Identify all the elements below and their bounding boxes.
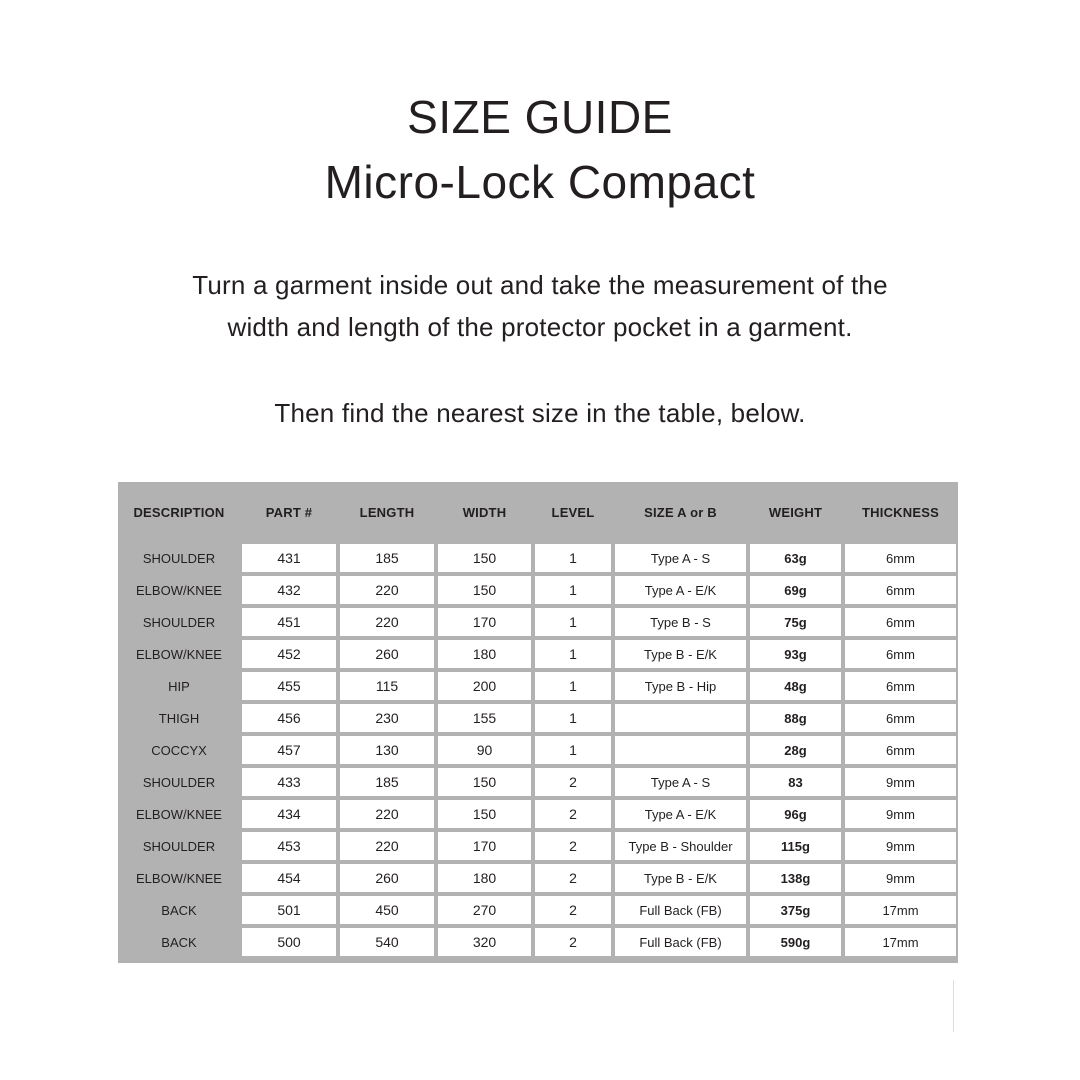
table-row: [118, 862, 958, 894]
cell-length: 220: [340, 800, 434, 828]
cell-width: 155: [438, 704, 531, 732]
column-header-size: SIZE A or B: [644, 504, 717, 520]
cell-width: 320: [438, 928, 531, 956]
cell-thickness: 6mm: [845, 736, 956, 764]
cell-length: 185: [340, 544, 434, 572]
cell-width: 200: [438, 672, 531, 700]
page-edge-artifact-line: [953, 980, 954, 1032]
cell-width: 150: [438, 576, 531, 604]
column-header-length: LENGTH: [359, 504, 415, 520]
cell-description: ELBOW/KNEE: [136, 806, 222, 822]
cell-size: Type A - E/K: [615, 800, 746, 828]
table-row: [118, 926, 958, 958]
cell-description: ELBOW/KNEE: [136, 582, 222, 598]
cell-size: [615, 736, 746, 764]
cell-level: 2: [535, 768, 611, 796]
cell-part: 434: [242, 800, 336, 828]
page-title: [0, 85, 1080, 215]
table-body: [118, 542, 958, 958]
cell-length: 220: [340, 832, 434, 860]
column-header-level: LEVEL: [551, 504, 595, 520]
cell-length: 450: [340, 896, 434, 924]
cell-weight: 93g: [750, 640, 841, 668]
table-row: [118, 574, 958, 606]
cell-length: 115: [340, 672, 434, 700]
cell-weight: 96g: [750, 800, 841, 828]
cell-part: 500: [242, 928, 336, 956]
cell-width: 150: [438, 544, 531, 572]
cell-level: 2: [535, 928, 611, 956]
intro-line-1: Turn a garment inside out and take the measurement of the: [192, 270, 888, 300]
table-header-row: [118, 482, 958, 542]
cell-description: SHOULDER: [142, 774, 216, 790]
cell-size: Type B - S: [615, 608, 746, 636]
cell-weight: 115g: [750, 832, 841, 860]
cell-description: ELBOW/KNEE: [136, 646, 222, 662]
cell-description: BACK: [161, 934, 197, 950]
cell-size: [615, 704, 746, 732]
cell-level: 2: [535, 896, 611, 924]
size-guide-table: [118, 482, 958, 963]
table-row: [118, 638, 958, 670]
cell-length: 130: [340, 736, 434, 764]
cell-weight: 48g: [750, 672, 841, 700]
cell-width: 270: [438, 896, 531, 924]
cell-length: 185: [340, 768, 434, 796]
cell-part: 501: [242, 896, 336, 924]
cell-length: 220: [340, 608, 434, 636]
cell-part: 433: [242, 768, 336, 796]
cell-weight: 88g: [750, 704, 841, 732]
cell-level: 1: [535, 672, 611, 700]
cell-part: 454: [242, 864, 336, 892]
cell-level: 1: [535, 608, 611, 636]
cell-description: HIP: [168, 678, 190, 694]
cell-thickness: 9mm: [845, 832, 956, 860]
cell-description: SHOULDER: [142, 550, 216, 566]
cell-weight: 63g: [750, 544, 841, 572]
column-header-width: WIDTH: [462, 504, 507, 520]
cell-width: 180: [438, 640, 531, 668]
cell-weight: 590g: [750, 928, 841, 956]
cell-description: COCCYX: [151, 742, 207, 758]
cell-level: 2: [535, 800, 611, 828]
cell-part: 451: [242, 608, 336, 636]
intro-line-2: width and length of the protector pocket in a garment.: [227, 312, 853, 342]
cell-thickness: 6mm: [845, 608, 956, 636]
cell-size: Full Back (FB): [615, 928, 746, 956]
table-row: [118, 606, 958, 638]
cell-level: 1: [535, 544, 611, 572]
cell-part: 452: [242, 640, 336, 668]
table-row: [118, 542, 958, 574]
cell-part: 432: [242, 576, 336, 604]
cell-weight: 69g: [750, 576, 841, 604]
cell-description: ELBOW/KNEE: [136, 870, 222, 886]
table-row: [118, 670, 958, 702]
cell-level: 2: [535, 832, 611, 860]
cell-thickness: 6mm: [845, 544, 956, 572]
column-header-weight: WEIGHT: [768, 504, 823, 520]
cell-thickness: 17mm: [845, 928, 956, 956]
cell-size: Type B - E/K: [615, 864, 746, 892]
page-title-line-2: Micro-Lock Compact: [324, 156, 756, 208]
cell-size: Type A - E/K: [615, 576, 746, 604]
cell-part: 431: [242, 544, 336, 572]
cell-length: 230: [340, 704, 434, 732]
column-header-description: DESCRIPTION: [133, 504, 225, 520]
intro-text: [0, 264, 1080, 348]
cell-size: Type A - S: [615, 544, 746, 572]
cell-thickness: 9mm: [845, 800, 956, 828]
cell-thickness: 6mm: [845, 672, 956, 700]
cell-length: 540: [340, 928, 434, 956]
cell-thickness: 6mm: [845, 576, 956, 604]
cell-width: 180: [438, 864, 531, 892]
cell-thickness: 17mm: [845, 896, 956, 924]
cell-size: Type B - E/K: [615, 640, 746, 668]
cell-level: 1: [535, 704, 611, 732]
cell-weight: 138g: [750, 864, 841, 892]
table-row: [118, 798, 958, 830]
cell-thickness: 9mm: [845, 768, 956, 796]
cell-length: 220: [340, 576, 434, 604]
cell-part: 453: [242, 832, 336, 860]
cell-length: 260: [340, 864, 434, 892]
cell-part: 455: [242, 672, 336, 700]
cell-width: 90: [438, 736, 531, 764]
table-row: [118, 766, 958, 798]
column-header-part: PART #: [265, 504, 313, 520]
column-header-thickness: THICKNESS: [862, 504, 939, 520]
cell-level: 2: [535, 864, 611, 892]
cell-thickness: 9mm: [845, 864, 956, 892]
cell-width: 170: [438, 608, 531, 636]
page-title-line-1: SIZE GUIDE: [407, 91, 673, 143]
table-row: [118, 830, 958, 862]
cell-size: Type A - S: [615, 768, 746, 796]
cell-width: 150: [438, 768, 531, 796]
cell-size: Type B - Shoulder: [615, 832, 746, 860]
table-row: [118, 894, 958, 926]
cell-thickness: 6mm: [845, 640, 956, 668]
table-row: [118, 734, 958, 766]
cell-description: THIGH: [158, 710, 200, 726]
cell-part: 457: [242, 736, 336, 764]
instruction-text: Then find the nearest size in the table, below.: [274, 398, 806, 428]
cell-thickness: 6mm: [845, 704, 956, 732]
cell-size: Type B - Hip: [615, 672, 746, 700]
cell-level: 1: [535, 576, 611, 604]
cell-weight: 375g: [750, 896, 841, 924]
cell-width: 150: [438, 800, 531, 828]
table-row: [118, 702, 958, 734]
cell-weight: 75g: [750, 608, 841, 636]
cell-description: SHOULDER: [142, 838, 216, 854]
cell-level: 1: [535, 640, 611, 668]
cell-description: SHOULDER: [142, 614, 216, 630]
cell-weight: 28g: [750, 736, 841, 764]
cell-level: 1: [535, 736, 611, 764]
cell-size: Full Back (FB): [615, 896, 746, 924]
cell-part: 456: [242, 704, 336, 732]
cell-length: 260: [340, 640, 434, 668]
cell-width: 170: [438, 832, 531, 860]
cell-description: BACK: [161, 902, 197, 918]
cell-weight: 83: [750, 768, 841, 796]
